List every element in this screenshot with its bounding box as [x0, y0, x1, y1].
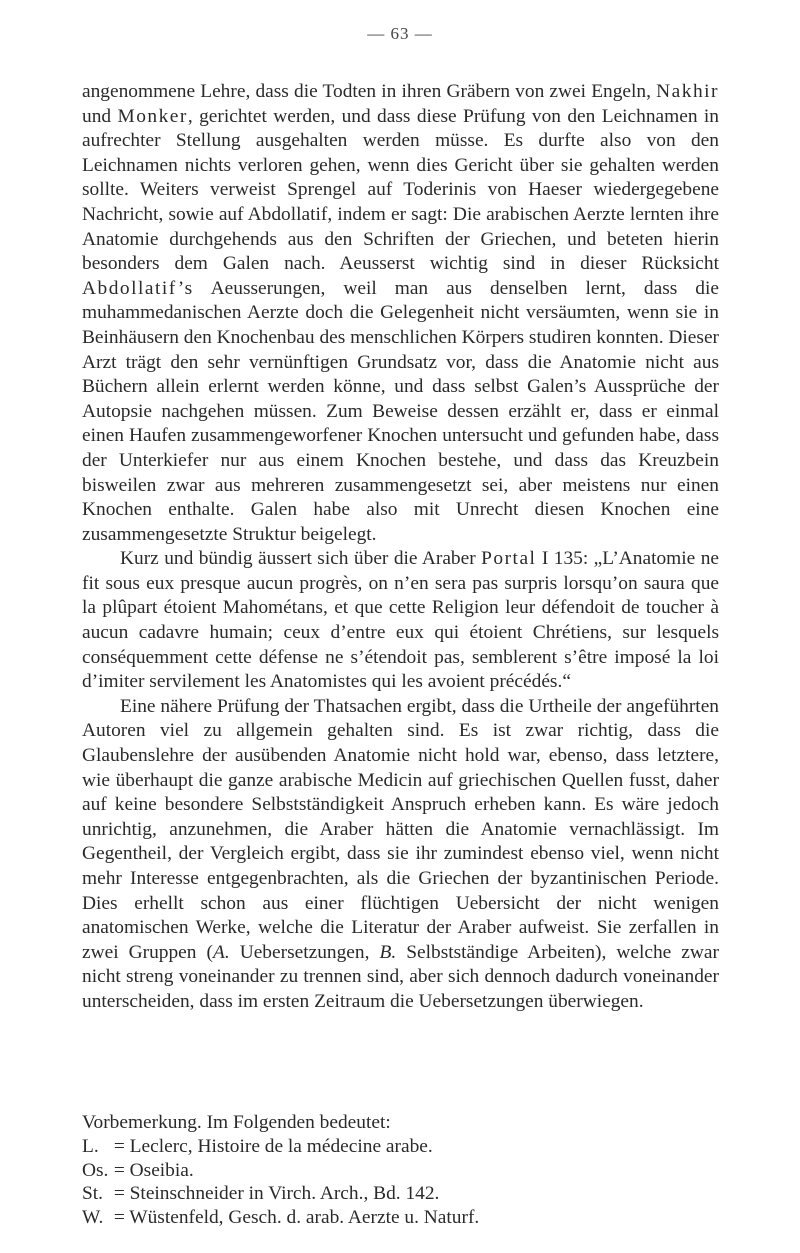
group-b-label: B.: [379, 941, 397, 963]
note-text: = Wüstenfeld, Gesch. d. arab. Aerzte u. Naturf.: [113, 1207, 480, 1229]
paragraph-1: [82, 80, 719, 547]
note-abbr: W.: [82, 1207, 104, 1229]
name-portal: Portal: [481, 548, 537, 570]
page-number: — 63 —: [367, 24, 433, 43]
paragraph-2-text-2: I 135: „L’Anatomie ne fit sous eux presque aucun progrès, on n’en sera pas surpris lorsqu’on saura que la plûpart étoient Mahométans, et que cette Religion leur défendoit de toucher à aucun cadavre humain; ceux d’entre eux qui étoient Chrétiens, sur lesquels conséquemment cette défense ne s’étendoit pas, semblerent s’être imposé la loi d’imiter servilement les Anatomistes qui les avoient précédés.“: [82, 548, 719, 693]
note-text: = Steinschneider in Virch. Arch., Bd. 142.: [113, 1183, 440, 1205]
paragraph-1-text-2: und: [82, 105, 118, 127]
note-text: = Leclerc, Histoire de la médecine arabe.: [113, 1135, 433, 1157]
note-heading: Vorbemerkung. Im Folgenden bedeutet:: [82, 1112, 391, 1133]
note-abbr: Os.: [82, 1159, 109, 1181]
paragraph-1-text-4: Aeusserungen, weil man aus denselben lernt, dass die muhammedanischen Aerzte doch die Gelegenheit nicht versäumten, wenn sie in Beinhäusern den Knochenbau des menschlichen Körpers studiren konnten. Dieser Arzt trägt den sehr vernünftigen Grundsatz vor, dass die Anatomie nicht aus Büchern allein erlernt werden könne, und dass selbst Galen’s Aussprüche der Autopsie nachgehen müssen. Zum Beweise dessen erzählt er, dass er einmal einen Haufen zusammengeworfener Knochen untersucht und gefunden habe, dass der Unterkiefer nur aus einem Knochen bestehe, und dass das Kreuzbein bisweilen zwar aus mehreren zusammengesetzt sei, aber meistens nur einen Knochen enthalte. Galen habe also mit Unrecht diesen Knochen eine zusammengesetzte Struktur beigelegt.: [82, 277, 720, 545]
note-abbr: L.: [82, 1135, 99, 1157]
paragraph-3: [82, 695, 719, 1015]
note-item: [82, 1135, 719, 1159]
preliminary-note: [82, 1111, 719, 1230]
name-monker: Monker: [117, 105, 188, 127]
note-item: [82, 1159, 719, 1183]
note-text: = Oseibia.: [113, 1159, 194, 1181]
paragraph-1-text-1: angenommene Lehre, dass die Todten in ihren Gräbern von zwei Engeln,: [82, 81, 657, 102]
group-a-label: A.: [212, 941, 230, 963]
paragraph-3-text-2: Uebersetzungen,: [229, 941, 380, 963]
paragraph-3-text-3: Selbstständige Arbeiten), welche zwar nicht streng voneinander zu trennen sind, aber sich dennoch dadurch voneinander unterscheiden, dass im ersten Zeitraum die Uebersetzungen überwiegen.: [82, 941, 719, 1012]
name-abdollatif: Abdollatif’s: [82, 277, 194, 299]
note-item: [82, 1206, 719, 1230]
body-text: [82, 80, 719, 1015]
note-abbr: St.: [82, 1183, 104, 1205]
paragraph-3-text-1: Eine nähere Prüfung der Thatsachen ergibt, dass die Urtheile der angeführten Autoren viel zu allgemein gehalten sind. Es ist zwar richtig, dass die Glaubenslehre der ausübenden Anatomie nicht hold war, ebenso, dass letztere, wie überhaupt die ganze arabische Medicin auf griechischen Quellen fusst, daher auf keine besondere Selbstständigkeit Anspruch erheben kann. Es wäre jedoch unrichtig, anzunehmen, die Araber hätten die Anatomie vernachlässigt. Im Gegentheil, der Vergleich ergibt, dass sie ihr zumindest ebenso viel, wenn nicht mehr Interesse entgegenbrachten, als die Griechen der byzantinischen Periode. Dies erhellt schon aus einer flüchtigen Uebersicht der nicht wenigen anatomischen Werke, welche die Literatur der Araber aufweist. Sie zerfallen in zwei Gruppen (: [82, 695, 719, 963]
note-item: [82, 1182, 719, 1206]
paragraph-1-text-3: , gerichtet werden, und dass diese Prüfung von den Leichnamen in aufrechter Stellung ausgehalten werden müsse. Es durfte also von den Leichnamen nichts verloren gehen, wenn dies Gericht über sie gehalten werden sollte. Weiters verweist Sprengel auf Toderinis von Haeser wiedergegebene Nachricht, sowie auf Abdollatif, indem er sagt: Die arabischen Aerzte lernten ihre Anatomie durchgehends aus den Schriften der Griechen, und beteten hierin besonders dem Galen nach. Aeusserst wichtig sind in dieser Rücksicht: [82, 105, 720, 275]
paragraph-2: [82, 547, 719, 695]
paragraph-2-text-1: Kurz und bündig äussert sich über die Araber: [120, 548, 482, 570]
name-nakhir: Nakhir: [656, 81, 719, 102]
